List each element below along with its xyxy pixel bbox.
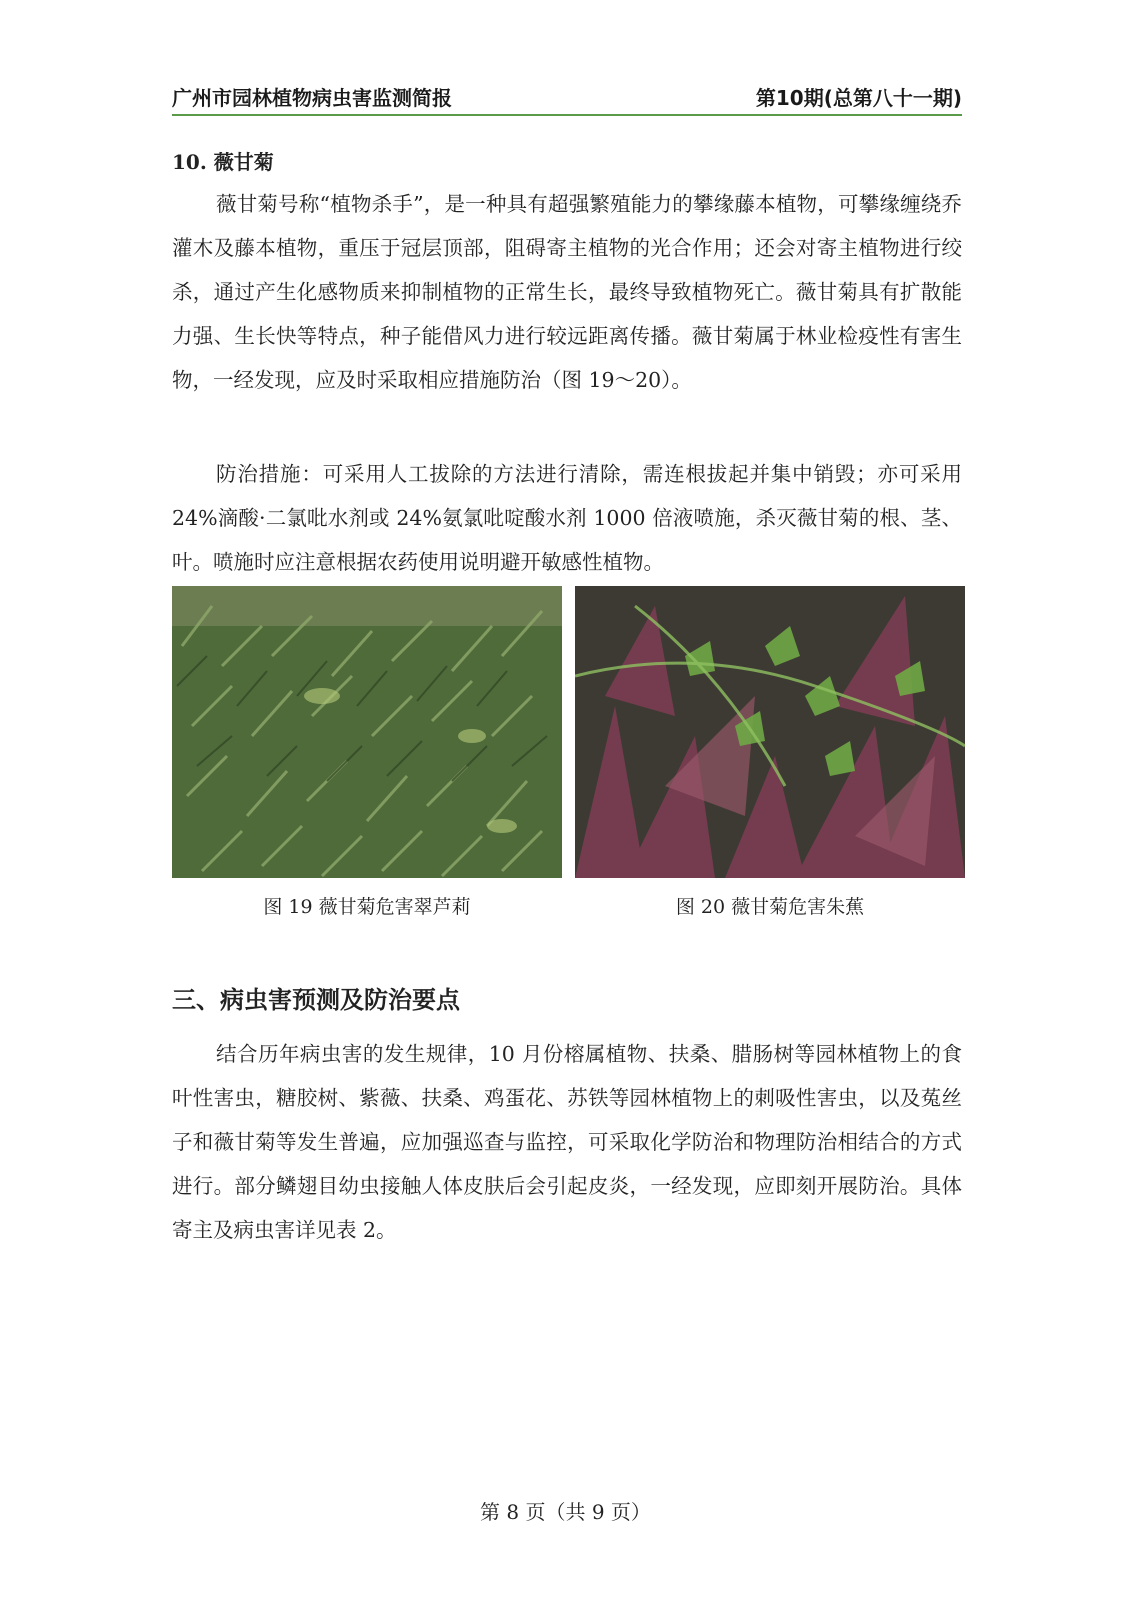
chapter-paragraph: 结合历年病虫害的发生规律，10 月份榕属植物、扶桑、腊肠树等园林植物上的食叶性害虫，糖胶树、紫薇、扶桑、鸡蛋花、苏铁等园林植物上的刺吸性害虫，以及菟丝子和薇甘菊等发生普遍，应加强巡查与监控，可采取化学防治和物理防治相结合的方式进行。部分鳞翅目幼虫接触人体皮肤后会引起皮炎，一经发现，应即刻开展防治。具体寄主及病虫害详见表 2。	[172, 1042, 962, 1242]
body-paragraph-1: 薇甘菊号称“植物杀手”，是一种具有超强繁殖能力的攀缘藤本植物，可攀缘缠绕乔灌木及藤本植物，重压于冠层顶部，阻碍寄主植物的光合作用；还会对寄主植物进行绞杀，通过产生化感物质来抑制植物的正常生长，最终导致植物死亡。薇甘菊具有扩散能力强、生长快等特点，种子能借风力进行较远距离传播。薇甘菊属于林业检疫性有害生物，一经发现，应及时采取相应措施防治（图 19～20）。	[172, 192, 962, 392]
chapter-title: 三、病虫害预测及防治要点	[172, 986, 460, 1014]
purple-leaves-image	[575, 586, 965, 878]
figure-20-caption: 图 20 薇甘菊危害朱蕉	[675, 896, 865, 918]
issue-number: 第10期(总第八十一期)	[755, 86, 962, 110]
section-title: 10. 薇甘菊	[172, 150, 274, 174]
photo-mikania-on-cordyline	[575, 586, 965, 878]
body-paragraph-2: 防治措施：可采用人工拔除的方法进行清除，需连根拔起并集中销毁；亦可采用 24%滴酸·二氯吡水剂或 24%氨氯吡啶酸水剂 1000 倍液喷施，杀灭薇甘菊的根、茎、叶。喷施时应注意根据农药使用说明避开敏感性植物。	[172, 462, 962, 574]
bulletin-title: 广州市园林植物病虫害监测简报	[172, 86, 452, 110]
page-header	[172, 74, 962, 116]
green-leaves-image	[172, 586, 562, 878]
photo-mikania-on-ruellia	[172, 586, 562, 878]
figure-19-caption: 图 19 薇甘菊危害翠芦莉	[263, 896, 471, 918]
page-footer: 第 8 页（共 9 页）	[480, 1500, 651, 1524]
